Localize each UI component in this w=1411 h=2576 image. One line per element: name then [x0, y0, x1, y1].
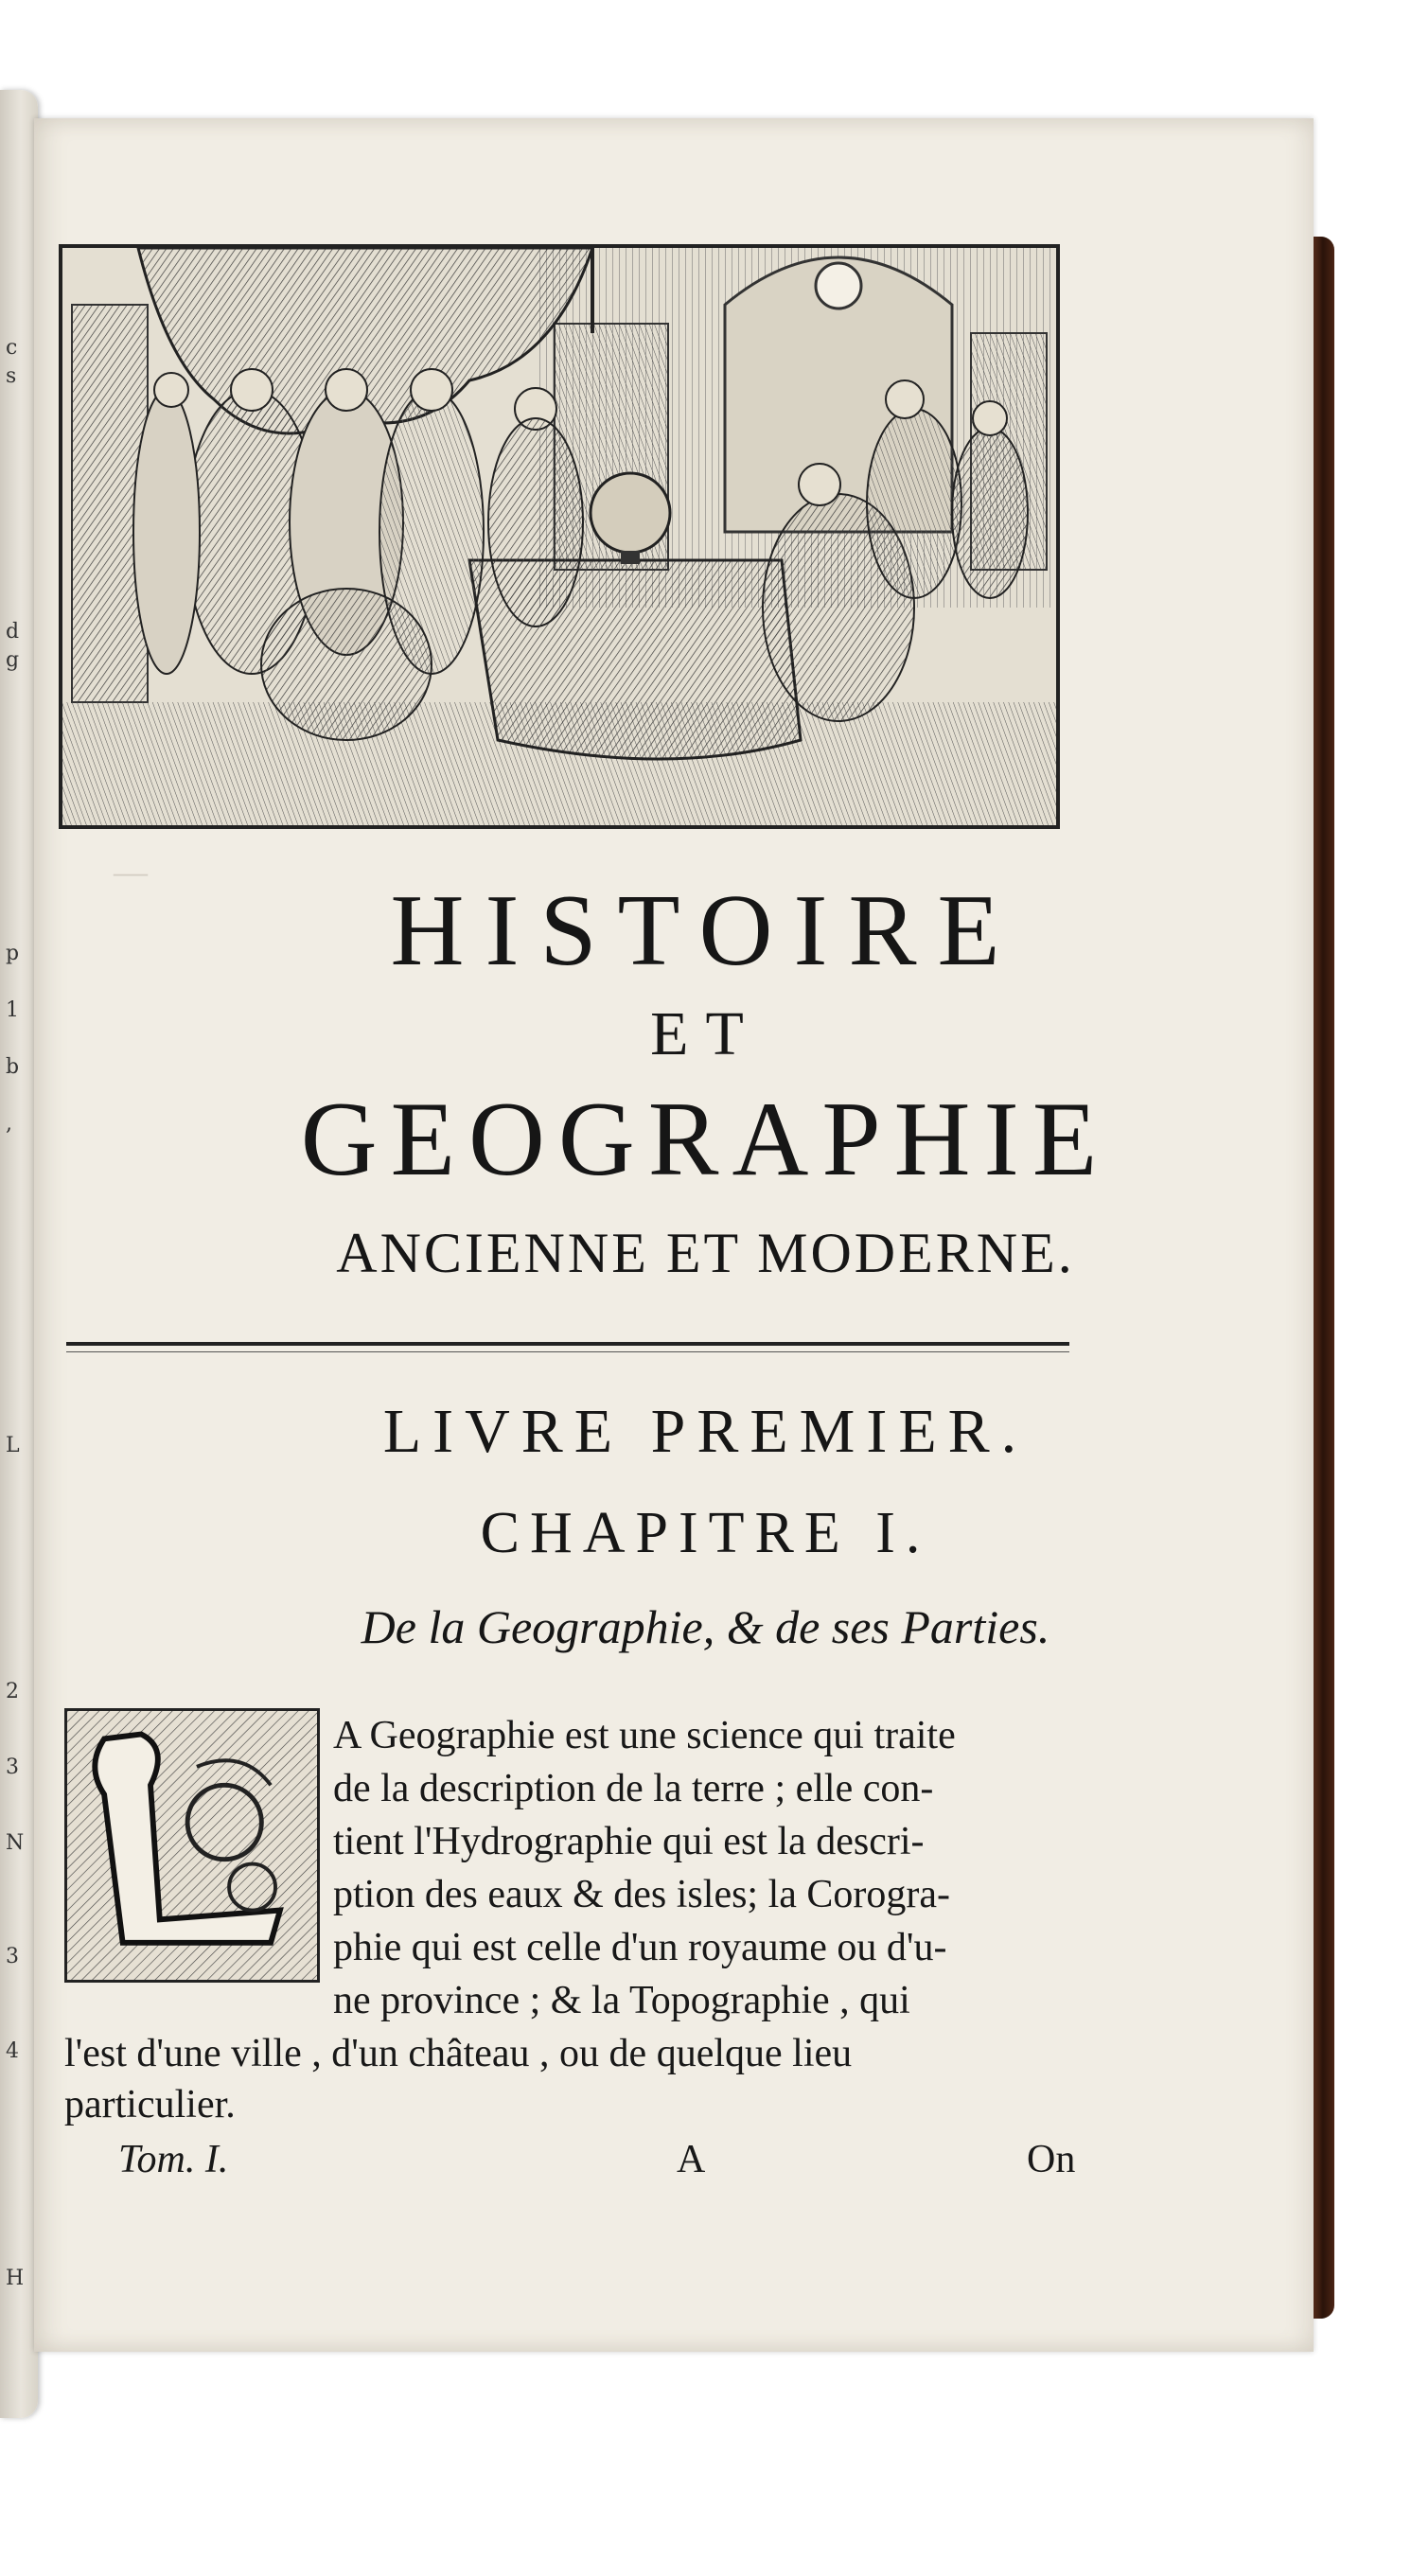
- body-line-5: phie qui est celle d'un royaume ou d'u-: [333, 1926, 947, 1969]
- body-line-6: ne province ; & la Topographie , qui: [333, 1979, 910, 2022]
- body-line-4: ption des eaux & des isles; la Corogra-: [333, 1873, 951, 1916]
- title-histoire: HISTOIRE: [390, 874, 1021, 987]
- ornamental-drop-cap-l: [64, 1708, 320, 1983]
- heading-chapitre: CHAPITRE I.: [480, 1501, 931, 1565]
- show-through-text: —: [114, 853, 148, 891]
- title-geographie: GEOGRAPHIE: [300, 1081, 1111, 1198]
- body-line-1: A Geographie est une science qui traite: [333, 1714, 956, 1757]
- title-rule-thin: [66, 1351, 1069, 1352]
- chapter-subtitle: De la Geographie, & de ses Parties.: [361, 1600, 1050, 1653]
- facing-page-margin-text: c s d g p 1 b , L 2 3 N 3 4 H: [6, 336, 25, 2290]
- footer-volume: Tom. I.: [118, 2138, 229, 2181]
- footer-signature: A: [677, 2138, 706, 2181]
- body-line-8: particulier.: [64, 2083, 236, 2126]
- title-rule-thick: [66, 1342, 1069, 1346]
- body-line-7: l'est d'une ville , d'un château , ou de quelque lieu: [64, 2032, 853, 2075]
- body-line-3: tient l'Hydrographie qui est la descri-: [333, 1820, 925, 1863]
- title-et: ET: [650, 999, 761, 1068]
- heading-livre: LIVRE PREMIER.: [382, 1397, 1029, 1466]
- title-ancienne-moderne: ANCIENNE ET MODERNE.: [336, 1222, 1075, 1284]
- body-line-2: de la description de la terre ; elle con-: [333, 1767, 934, 1810]
- engraved-illustration: [59, 244, 1060, 829]
- footer-catchword: On: [1027, 2138, 1076, 2181]
